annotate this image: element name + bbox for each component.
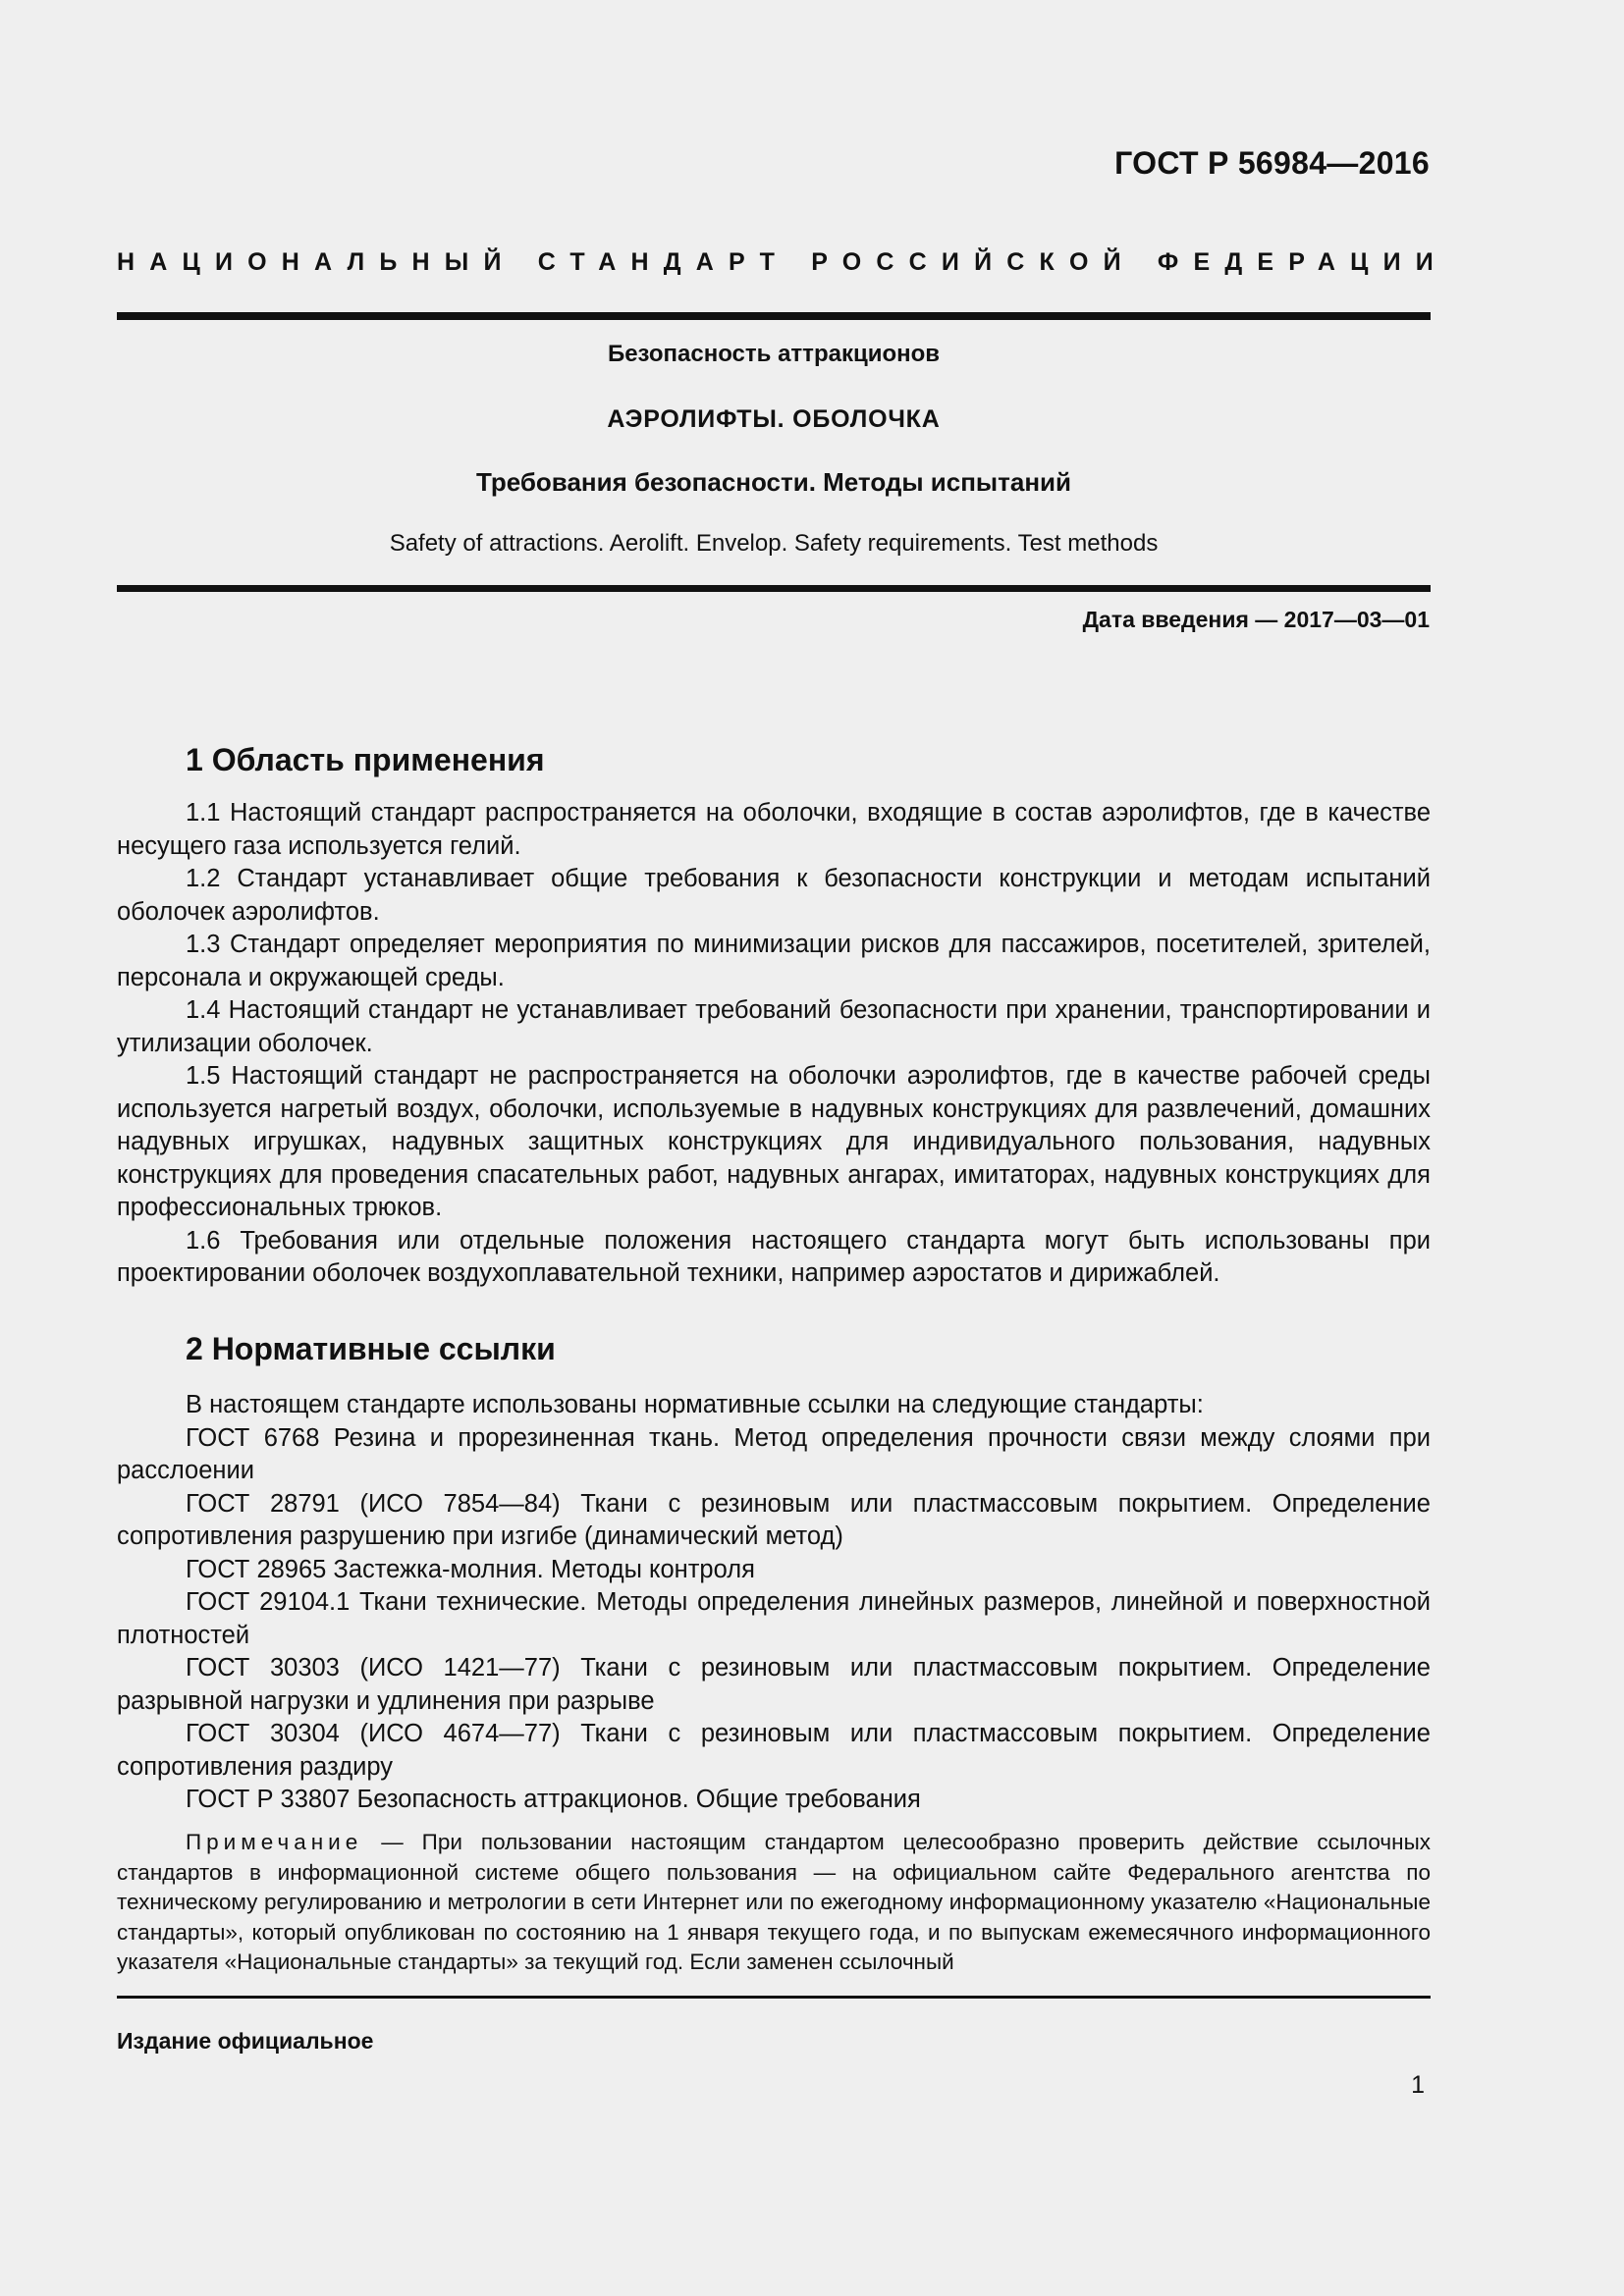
note-paragraph xyxy=(117,1828,1431,1978)
note-text: — При пользовании настоящим стандартом целесообразно проверить действие ссылочных стандартов в информационной системе общего пользования — на официальном сайте Федерального агентства по техническому регулированию и метрологии в сети Интернет или по ежегодному информационному указателю «Национальные стандарты», который опубликован по состоянию на 1 января текущего года, и по выпускам ежемесячного информационного указателя «Национальные стандарты» за текущий год. Если заменен ссылочный xyxy=(117,1830,1431,1974)
page-number: 1 xyxy=(1411,2071,1425,2099)
reference-item: ГОСТ 28965 Застежка-молния. Методы контроля xyxy=(186,1555,755,1583)
paragraph-1-3: 1.3 Стандарт определяет мероприятия по минимизации рисков для пассажиров, посетителей, зрителей, персонала и окружающей среды. xyxy=(117,931,1431,991)
english-title: Safety of attractions. Aerolift. Envelop. Safety requirements. Test methods xyxy=(389,530,1159,557)
edition-label: Издание официальное xyxy=(117,2028,374,2054)
references-intro: В настоящем стандарте использованы нормативные ссылки на следующие стандарты: xyxy=(186,1391,1204,1418)
title-line-3: Требования безопасности. Методы испытаний xyxy=(475,467,1072,497)
paragraph-1-5: 1.5 Настоящий стандарт не распространяется на оболочки аэролифтов, где в качестве рабочей среды используется нагретый воздух, оболочки, используемые в надувных конструкциях для развлечений, домашних надувных игрушках, надувных защитных конструкциях для индивидуального пользования, надувных конструкциях для проведения спасательных работ, надувных ангарах, имитаторах, надувных конструкциях для профессиональных трюков. xyxy=(117,1062,1431,1221)
note-block xyxy=(117,1828,1431,1978)
footer-rule xyxy=(117,1996,1431,1999)
introduction-date: Дата введения — 2017—03—01 xyxy=(1082,607,1430,632)
reference-item: ГОСТ 28791 (ИСО 7854—84) Ткани с резиновым или пластмассовым покрытием. Определение сопротивления разрушению при изгибе (динамический метод) xyxy=(117,1489,1431,1550)
paragraph-1-6: 1.6 Требования или отдельные положения настоящего стандарта могут быть использованы при проектировании оболочек воздухоплавательной техники, например аэростатов и дирижаблей. xyxy=(117,1226,1431,1287)
reference-item: ГОСТ Р 33807 Безопасность аттракционов. Общие требования xyxy=(186,1786,921,1813)
paragraph-1-4: 1.4 Настоящий стандарт не устанавливает требований безопасности при хранении, транспортировании и утилизации оболочек. xyxy=(117,996,1431,1057)
paragraph-1-1: 1.1 Настоящий стандарт распространяется на оболочки, входящие в состав аэролифтов, где в качестве несущего газа используется гелий. xyxy=(117,799,1431,860)
section-2-body xyxy=(117,1389,1431,1817)
reference-item: ГОСТ 6768 Резина и прорезиненная ткань. Метод определения прочности связи между слоями при расслоении xyxy=(117,1423,1431,1484)
reference-item: ГОСТ 30303 (ИСО 1421—77) Ткани с резиновым или пластмассовым покрытием. Определение разрывной нагрузки и удлинения при разрыве xyxy=(117,1654,1431,1715)
top-rule xyxy=(117,312,1431,320)
title-bottom-rule xyxy=(117,585,1431,592)
section-1-body xyxy=(117,797,1431,1291)
section-1-heading: 1 Область применения xyxy=(186,742,545,777)
national-standard-heading: НАЦИОНАЛЬНЫЙ СТАНДАРТ РОССИЙСКОЙ ФЕДЕРАЦИИ xyxy=(117,248,1448,276)
title-line-1: Безопасность аттракционов xyxy=(607,341,941,367)
note-label: Примечание xyxy=(186,1830,363,1854)
paragraph-1-2: 1.2 Стандарт устанавливает общие требования к безопасности конструкции и методам испытаний оболочек аэролифтов. xyxy=(117,865,1431,926)
reference-item: ГОСТ 30304 (ИСО 4674—77) Ткани с резиновым или пластмассовым покрытием. Определение сопротивления раздиру xyxy=(117,1720,1431,1781)
standard-code: ГОСТ Р 56984—2016 xyxy=(1114,145,1430,181)
section-2-heading: 2 Нормативные ссылки xyxy=(186,1331,556,1366)
title-line-2: АЭРОЛИФТЫ. ОБОЛОЧКА xyxy=(607,405,941,433)
reference-item: ГОСТ 29104.1 Ткани технические. Методы определения линейных размеров, линейной и поверхностной плотностей xyxy=(117,1588,1431,1649)
